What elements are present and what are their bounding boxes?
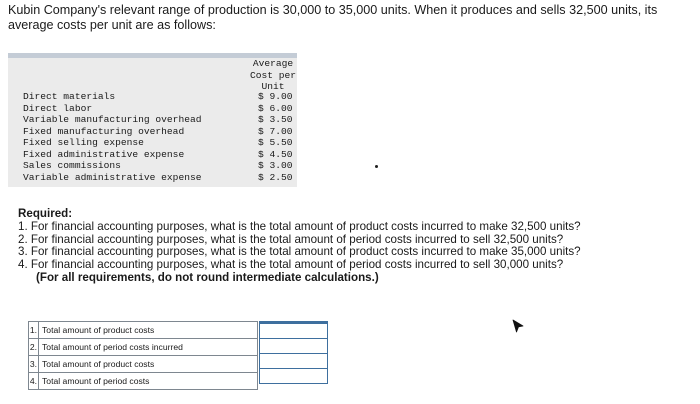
cost-row — [8, 114, 297, 126]
cost-row — [8, 137, 297, 149]
cost-value: $ 9.00 — [258, 91, 293, 102]
cost-value: $ 4.50 — [258, 148, 293, 160]
answer-number: 1. — [29, 322, 39, 339]
cost-value: $ 6.00 — [258, 102, 293, 114]
answer-row — [29, 339, 258, 356]
cost-value: $ 3.50 — [258, 114, 293, 125]
answer-input-table — [259, 321, 328, 384]
required-heading: Required: — [18, 207, 73, 220]
answer-input-period-costs-30000[interactable] — [260, 369, 328, 384]
problem-intro: Kubin Company's relevant range of production is 30,000 to 35,000 units. When it produces and sells 32,500 units, its average costs per unit are as follows: — [8, 3, 658, 32]
cost-label: Variable administrative expense — [23, 171, 202, 183]
answer-input-period-costs-32500[interactable] — [260, 339, 328, 354]
cost-row — [8, 91, 297, 103]
cost-label: Variable manufacturing overhead — [23, 114, 202, 125]
answer-label-table — [28, 321, 258, 390]
column-header-line: Unit — [261, 81, 285, 92]
required-list — [18, 221, 688, 272]
cost-value: $ 2.50 — [258, 171, 293, 183]
cost-label: Direct materials — [23, 91, 116, 102]
answer-row — [29, 373, 258, 390]
column-header-line: Cost per — [249, 69, 297, 81]
required-item: 4. For financial accounting purposes, what is the total amount of period costs incurred to sell 30,000 units? — [18, 258, 564, 272]
cost-label: Fixed selling expense — [23, 137, 144, 148]
cost-label: Sales commissions — [23, 160, 121, 171]
answer-label: Total amount of product costs — [39, 356, 258, 373]
column-header-line: Average — [252, 58, 294, 69]
answer-number: 4. — [29, 373, 39, 390]
required-section — [18, 208, 688, 285]
answer-label: Total amount of period costs incurred — [39, 339, 258, 356]
column-header-average-cost-per-unit — [249, 58, 297, 93]
answer-row — [29, 322, 258, 339]
answer-number: 2. — [29, 339, 39, 356]
answer-label: Total amount of period costs — [39, 373, 258, 390]
cost-row — [8, 103, 297, 115]
cost-label: Fixed manufacturing overhead — [23, 125, 185, 137]
cost-row — [8, 149, 297, 161]
required-item: 3. For financial accounting purposes, what is the total amount of product costs incurred to make 35,000 units? — [18, 245, 581, 259]
cost-rows — [8, 91, 297, 183]
cost-value: $ 3.00 — [258, 160, 293, 171]
cost-value: $ 5.50 — [258, 137, 293, 148]
answer-input-product-costs-32500[interactable] — [260, 323, 328, 339]
mouse-pointer-icon — [512, 319, 524, 333]
rounding-note: (For all requirements, do not round intermediate calculations.) — [36, 270, 379, 284]
cost-row — [8, 172, 297, 184]
cost-per-unit-table — [8, 53, 297, 187]
answer-label: Total amount of product costs — [39, 322, 258, 339]
cost-row — [8, 160, 297, 172]
answer-input-product-costs-35000[interactable] — [260, 354, 328, 369]
cost-label: Direct labor — [23, 102, 93, 114]
answer-number: 3. — [29, 356, 39, 373]
stray-dot — [375, 165, 378, 168]
cost-row — [8, 126, 297, 138]
cost-value: $ 7.00 — [258, 125, 293, 137]
cost-label: Fixed administrative expense — [23, 148, 185, 160]
required-item: 2. For financial accounting purposes, what is the total amount of period costs incurred to sell 32,500 units? — [18, 232, 564, 246]
required-item: 1. For financial accounting purposes, what is the total amount of product costs incurred to make 32,500 units? — [18, 219, 581, 233]
answer-row — [29, 356, 258, 373]
